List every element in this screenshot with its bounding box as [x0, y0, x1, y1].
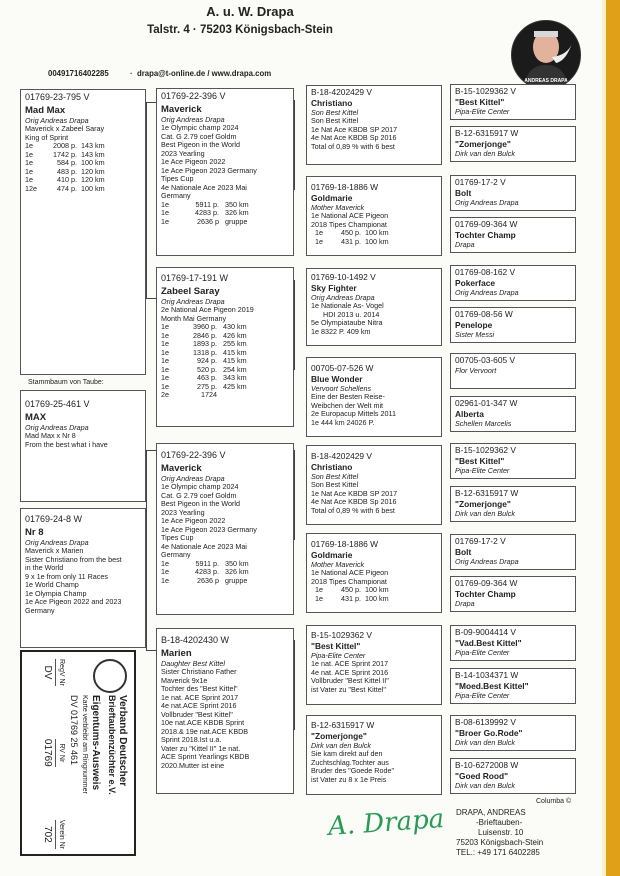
g4-name: "Best Kittel" — [455, 96, 505, 107]
g3-line: 1e 444 km 24026 P. — [311, 417, 375, 427]
g4-box — [450, 217, 576, 253]
ownership-card — [20, 650, 136, 856]
g3-ring: 01769-10-1492 V — [311, 272, 376, 282]
g3-line: 2018 Tipes Championat — [311, 576, 387, 586]
dam1-breeder: Orig Andreas Drapa — [161, 296, 225, 306]
sire1-result: 1e 5911 p. 350 km — [161, 199, 249, 209]
g4-breeder: Dirk van den Bulck — [455, 780, 515, 790]
subject-max — [20, 390, 146, 502]
sire2-line: Tipes Cup — [161, 533, 194, 543]
g4-name: Bolt — [455, 187, 472, 198]
dam1-result: 1e 275 p. 425 km — [161, 381, 247, 391]
dam1-result: 1e 463 p. 343 km — [161, 373, 247, 383]
g3-name: "Zomerjonge" — [311, 730, 367, 741]
g3-result: 1e 431 p. 100 km — [315, 593, 389, 603]
subject-line: King of Sprint — [25, 132, 69, 142]
g4-breeder: Drapa — [455, 598, 475, 608]
g4-box — [450, 265, 576, 301]
g3-line: Vollbruder "Best Kittel II" — [311, 676, 389, 686]
g4-box — [450, 126, 576, 162]
subject2-line: Mad Max x Nr 8 — [25, 431, 76, 441]
subject-result: 1e 410 p. 120 km — [25, 175, 105, 185]
sire2-result: 1e 5911 p. 350 km — [161, 558, 249, 568]
breeder-photo — [511, 20, 581, 90]
sire1-line: Tipes Cup — [161, 174, 194, 184]
stammbaum-label: Stammbaum von Taube: — [28, 379, 104, 386]
g3-result: 1e 450 p. 100 km — [315, 228, 389, 238]
sire1-result: 1e 4283 p. 326 km — [161, 208, 249, 218]
g3-breeder: Orig Andreas Drapa — [311, 292, 375, 302]
g3-ring: B-15-1029362 V — [311, 630, 372, 640]
subject-nr8 — [20, 508, 146, 648]
g4-name: Tochter Champ — [455, 588, 516, 599]
g4-ring: B-12-6315917 W — [455, 488, 519, 498]
g3-breeder: Son Best Kittel — [311, 471, 359, 481]
g4-breeder: Pipa-Elite Center — [455, 690, 510, 700]
g3-goldmarie — [306, 176, 442, 256]
subject3-line: Sister Christiano from the best — [25, 554, 122, 564]
sire1-breeder: Orig Andreas Drapa — [161, 114, 225, 124]
g3-christiano-2 — [306, 445, 442, 525]
g3-blue-wonder — [306, 357, 442, 437]
sire1-line: 1e Ace Pigeon 2023 Germany — [161, 165, 257, 175]
subject-ring: 01769-23-795 V — [25, 92, 90, 102]
footer-name: DRAPA, ANDREAS — [456, 808, 526, 817]
g3-breeder: Son Best Kittel — [311, 107, 359, 117]
dam1-result: 1e 1893 p. 255 km — [161, 339, 247, 349]
g4-breeder: Dirk van den Bulck — [455, 508, 515, 518]
g4-name: "Zomerjonge" — [455, 138, 511, 149]
g4-name: "Broer Go.Rode" — [455, 727, 523, 738]
stamp-col-regv: RegV Nr DV — [42, 659, 65, 686]
dam2-line: Vater zu "Kittel II" 1e nat. — [161, 743, 241, 753]
g3-breeder: Vervoort Schellens — [311, 383, 372, 393]
sire2-line: 1e Ace Pigeon 2023 Germany — [161, 524, 257, 534]
g4-name: Pokerface — [455, 277, 496, 288]
dam1-line: Month Mai Germany — [161, 313, 227, 323]
subject-result: 1e 483 p. 120 km — [25, 166, 105, 176]
sire2-maverick — [156, 443, 294, 615]
g4-box — [450, 175, 576, 211]
stamp-org2: Brieftaubenzüchter e.V. — [107, 695, 117, 795]
g3-line: 1e nat. ACE Sprint 2017 — [311, 659, 389, 669]
g3-goldmarie-2 — [306, 533, 442, 613]
subject3-ring: 01769-24-8 W — [25, 514, 83, 524]
g4-box — [450, 486, 576, 522]
dam1-result: 1e 520 p. 254 km — [161, 364, 247, 374]
subject3-line: 9 x 1e from only 11 Races — [25, 571, 108, 581]
g4-breeder: Dirk van den Bulck — [455, 737, 515, 747]
g3-line: 1e Nationale As- Vogel — [311, 301, 384, 311]
g4-ring: B-14-1034371 W — [455, 670, 519, 680]
g4-box — [450, 443, 576, 479]
g4-box — [450, 534, 576, 570]
dam2-line: Sister Christiano Father — [161, 667, 237, 677]
sire2-result: 1e 4283 p. 326 km — [161, 567, 249, 577]
stamp-ring: DV 01769 25 461 — [69, 695, 79, 766]
g4-ring: 01769-09-364 W — [455, 219, 518, 229]
g3-line: 5e Olympiataube Nitra — [311, 318, 383, 328]
g4-ring: 00705-03-605 V — [455, 355, 516, 365]
g3-ring: B-18-4202429 V — [311, 451, 372, 461]
dam1-ring: 01769-17-191 W — [161, 273, 229, 283]
stamp-col-rv: RV Nr 01769 — [42, 738, 65, 767]
stamp-org1: Verband Deutscher — [117, 695, 128, 787]
sire2-line: 1e Olympic champ 2024 — [161, 482, 239, 492]
g4-breeder: Pipa-Elite Center — [455, 106, 510, 116]
g4-breeder: Schellen Marcelis — [455, 418, 512, 428]
g4-name: "Moed.Best Kittel" — [455, 680, 529, 691]
side-stripe — [606, 0, 620, 876]
g4-ring: 02961-01-347 W — [455, 398, 518, 408]
sire2-ring: 01769-22-396 V — [161, 450, 226, 460]
dam1-name: Zabeel Saray — [161, 285, 220, 297]
g3-line: ist Vater zu 8 x 1e Preis — [311, 774, 387, 784]
photo-label: ANDREAS DRAPA — [524, 78, 568, 84]
g4-ring: B-12-6315917 W — [455, 128, 519, 138]
g4-breeder: Pipa-Elite Center — [455, 465, 510, 475]
dam2-ring: B-18-4202430 W — [161, 635, 230, 645]
g3-line: Total of 0,89 % with 6 best — [311, 505, 395, 515]
g3-result: 1e 431 p. 100 km — [315, 236, 389, 246]
g3-ring: 01769-18-1886 W — [311, 182, 379, 192]
g4-box — [450, 668, 576, 704]
g3-breeder: Dirk van den Bulck — [311, 740, 371, 750]
sire1-line: 1e Olympic champ 2024 — [161, 123, 239, 133]
g4-breeder: Pipa-Elite Center — [455, 647, 510, 657]
g4-box — [450, 625, 576, 661]
sire2-line: 4e Nationale Ace 2023 Mai — [161, 541, 247, 551]
g4-box — [450, 576, 576, 612]
g4-name: "Zomerjonge" — [455, 498, 511, 509]
subject3-line: Germany — [25, 605, 55, 615]
g4-breeder: Orig Andreas Drapa — [455, 197, 519, 207]
g4-ring: B-15-1029362 V — [455, 86, 516, 96]
dam-zabeel-saray — [156, 267, 294, 427]
sire1-line: 4e Nationale Ace 2023 Mai — [161, 182, 247, 192]
subject-line: Maverick x Zabeel Saray — [25, 124, 105, 134]
g3-ring: 01769-18-1886 W — [311, 539, 379, 549]
g4-breeder: Flor Vervoort — [455, 365, 497, 375]
g3-best-kittel — [306, 625, 442, 705]
g4-box — [450, 84, 576, 120]
dam2-line: 2018.& 19e nat.ACE KBDB — [161, 726, 249, 736]
g4-breeder: Dirk van den Bulck — [455, 148, 515, 158]
g4-ring: 01769-17-2 V — [455, 536, 506, 546]
g3-line: 1e National ACE Pigeon — [311, 211, 389, 221]
footer-line: 75203 Königsbach-Stein — [456, 838, 544, 847]
dam2-marien — [156, 628, 294, 794]
g3-name: Goldmarie — [311, 192, 353, 203]
dam1-line: 2e National Ace Pigeon 2019 — [161, 305, 254, 315]
footer-line: -Brieftauben- — [476, 818, 523, 827]
sire1-line: Best Pigeon in the World — [161, 140, 240, 150]
subject-result: 1e 1742 p. 143 km — [25, 149, 105, 159]
dam2-line: ACE Sprint Yearlings KBDB — [161, 752, 250, 762]
g4-box — [450, 396, 576, 432]
g3-line: 4e Nat Ace KBDB Sp 2016 — [311, 497, 397, 507]
g4-name: "Vad.Best Kittel" — [455, 637, 522, 648]
subject2-ring: 01769-25-461 V — [25, 399, 90, 409]
g3-ring: 00705-07-526 W — [311, 363, 374, 373]
subject2-name: MAX — [25, 411, 47, 423]
dam2-line: 1e nat. ACE Sprint 2017 — [161, 692, 239, 702]
g4-name: "Goed Rood" — [455, 770, 509, 781]
g3-line: Weibchen der Welt mit — [311, 400, 384, 410]
sire-maverick — [156, 88, 294, 256]
dam1-result: 1e 924 p. 415 km — [161, 356, 247, 366]
sire1-ring: 01769-22-396 V — [161, 91, 226, 101]
header-phone: 00491716402285 — [48, 69, 109, 78]
dam2-line: 10e nat.ACE KBDB Sprint — [161, 718, 245, 728]
g4-ring: 01769-17-2 V — [455, 177, 506, 187]
sire2-line: 1e Ace Pigeon 2022 — [161, 516, 226, 526]
dam2-line: Maverick 9x1e — [161, 675, 208, 685]
g3-breeder: Mother Maverick — [311, 559, 365, 569]
subject-result: 12e 474 p. 100 km — [25, 183, 105, 193]
subject2-breeder: Orig Andreas Drapa — [25, 422, 89, 432]
g3-name: Goldmarie — [311, 549, 353, 560]
subject3-breeder: Orig Andreas Drapa — [25, 537, 89, 547]
sire1-line: Cat. G 2.79 coef Goldm — [161, 131, 237, 141]
g4-name: "Best Kittel" — [455, 455, 505, 466]
dam2-line: 4e nat.ACE Sprint 2016 — [161, 701, 237, 711]
g3-line: Bruder des "Goede Rode" — [311, 766, 395, 776]
g3-ring: B-12-6315917 W — [311, 720, 375, 730]
g4-breeder: Sister Messi — [455, 329, 495, 339]
g4-ring: B-09-9004414 V — [455, 627, 516, 637]
g3-line: 1e 8322 P. 409 km — [311, 326, 371, 336]
g3-line: HDI 2013 u. 2014 — [323, 309, 380, 319]
sire1-line: Germany — [161, 191, 191, 201]
sire2-line: Best Pigeon in the World — [161, 499, 240, 509]
g4-ring: 01769-08-56 W — [455, 309, 513, 319]
subject-breeder: Orig Andreas Drapa — [25, 115, 89, 125]
subject-result: 1e 584 p. 100 km — [25, 158, 105, 168]
side-stripe-light — [602, 0, 606, 876]
g3-line: Eine der Besten Reise- — [311, 392, 385, 402]
sire1-line: 1e Ace Pigeon 2022 — [161, 157, 226, 167]
association-seal-icon — [93, 659, 127, 693]
sire2-line: Cat. G 2.79 coef Goldm — [161, 490, 237, 500]
g3-line: 4e Nat Ace KBDB Sp 2016 — [311, 133, 397, 143]
g3-christiano — [306, 85, 442, 165]
dam1-result: 1e 1318 p. 415 km — [161, 347, 247, 357]
sire2-breeder: Orig Andreas Drapa — [161, 473, 225, 483]
g3-line: 4e nat. ACE Sprint 2016 — [311, 667, 389, 677]
g4-box — [450, 715, 576, 751]
header-title: A. u. W. Drapa — [206, 4, 294, 19]
footer-line: TEL.: +49 171 6402285 — [456, 848, 540, 857]
dam2-line: Tochter des "Best Kittel" — [161, 684, 238, 694]
g4-box — [450, 758, 576, 794]
g4-ring: B-15-1029362 V — [455, 445, 516, 455]
stamp-title: Eigentums-Ausweis — [90, 695, 101, 791]
g3-ring: B-18-4202429 V — [311, 87, 372, 97]
g3-line: 1e Nat Ace KBDB SP 2017 — [311, 488, 398, 498]
header-address: Talstr. 4 · 75203 Königsbach-Stein — [147, 24, 333, 36]
dam2-line: Vollbruder "Best Kittel" — [161, 709, 233, 719]
g3-line: 2e Europacup Mittels 2011 — [311, 409, 396, 419]
subject3-name: Nr 8 — [25, 526, 44, 538]
dam2-name: Marien — [161, 647, 192, 659]
signature: A. Drapa — [327, 803, 446, 843]
g3-line: Son Best Kittel — [311, 116, 359, 126]
g4-name: Penelope — [455, 319, 493, 330]
dam2-breeder: Daughter Best Kittel — [161, 658, 225, 668]
sire2-name: Maverick — [161, 462, 202, 474]
sire2-line: Germany — [161, 550, 191, 560]
g3-line: Sie kam direkt auf den — [311, 749, 383, 759]
g3-name: Christiano — [311, 97, 353, 108]
subject-result: 1e 2008 p. 143 km — [25, 141, 105, 151]
g3-zomerjonge — [306, 715, 442, 795]
g4-name: Alberta — [455, 408, 484, 419]
g4-breeder: Orig Andreas Drapa — [455, 556, 519, 566]
subject3-line: 1e World Champ — [25, 580, 79, 590]
sire2-line: 2023 Yearling — [161, 507, 205, 517]
footer-line: Luisenstr. 10 — [478, 828, 524, 837]
subject3-line: in the World — [25, 563, 64, 573]
g3-name: "Best Kittel" — [311, 640, 361, 651]
g3-line: Zuchtschlag.Tochter aus — [311, 757, 389, 767]
dam2-line: Sprint 2018.Ist u.a. — [161, 735, 222, 745]
header-contact: drapa@t-online.de / www.drapa.com — [136, 69, 272, 78]
subject3-line: Maverick x Marien — [25, 546, 84, 556]
g3-line: 1e Nat Ace KBDB SP 2017 — [311, 124, 398, 134]
sire1-result: 1e 2636 p gruppe — [161, 216, 248, 226]
dam1-result: 1e 2846 p. 426 km — [161, 330, 247, 340]
g4-ring: 01769-08-162 V — [455, 267, 516, 277]
g3-line: 2018 Tipes Championat — [311, 219, 387, 229]
copyright-label: Columba © — [536, 798, 572, 805]
g3-line: Son Best Kittel — [311, 480, 359, 490]
subject2-line: From the best what i have — [25, 439, 108, 449]
g4-box — [450, 307, 576, 343]
subject-mad-max — [20, 89, 146, 375]
stamp-col-verein: Verein Nr 702 — [42, 819, 65, 849]
sire2-result: 1e 2636 p gruppe — [161, 575, 248, 585]
g4-box — [450, 353, 576, 389]
sire1-line: 2023 Yearling — [161, 148, 205, 158]
sire1-name: Maverick — [161, 103, 202, 115]
subject3-line: 1e Olympia Champ — [25, 588, 87, 598]
g3-name: Christiano — [311, 461, 353, 472]
g3-name: Blue Wonder — [311, 373, 363, 384]
g3-line: ist Vater zu "Best Kittel" — [311, 684, 386, 694]
g3-name: Sky Fighter — [311, 282, 357, 293]
dam1-result: 1e 3960 p. 430 km — [161, 322, 247, 332]
g4-breeder: Orig Andreas Drapa — [455, 287, 519, 297]
g3-sky-fighter — [306, 268, 442, 346]
subject3-line: 1e Ace Pigeon 2022 and 2023 — [25, 597, 122, 607]
g3-breeder: Pipa-Elite Center — [311, 650, 366, 660]
g4-ring: B-08-6139992 V — [455, 717, 516, 727]
g3-breeder: Mother Maverick — [311, 202, 365, 212]
dam1-result: 2e 1724 — [161, 390, 217, 400]
g3-line: 1e National ACE Pigeon — [311, 568, 389, 578]
g3-line: Total of 0,89 % with 6 best — [311, 141, 395, 151]
g4-breeder: Drapa — [455, 239, 475, 249]
stamp-note: Karte verbleibt am Ringnummer — [81, 695, 88, 794]
g4-ring: B-10-6272008 W — [455, 760, 519, 770]
g4-name: Bolt — [455, 546, 472, 557]
footer-address — [456, 808, 543, 858]
g4-ring: 01769-09-364 W — [455, 578, 518, 588]
g3-result: 1e 450 p. 100 km — [315, 585, 389, 595]
g4-name: Tochter Champ — [455, 229, 516, 240]
subject-name: Mad Max — [25, 104, 66, 116]
dam2-line: 2020.Mutter ist eine — [161, 760, 225, 770]
